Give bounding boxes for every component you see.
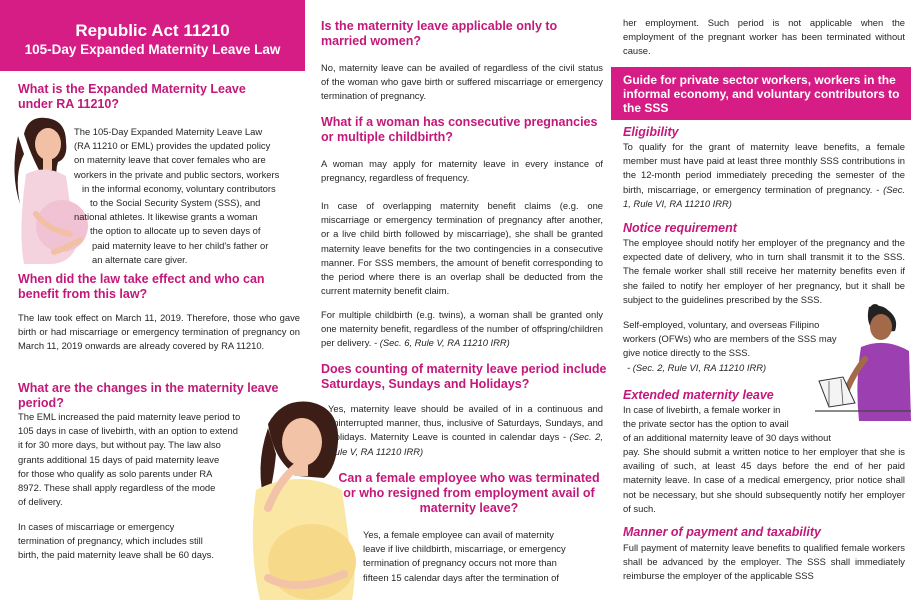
guide-banner: Guide for private sector workers, workers in the informal economy, and voluntary contributors to the SSS <box>611 67 911 120</box>
answer-counting-days: Yes, maternity leave should be availed of in a continuous and uninterrupted manner, thus, inclusive of Saturdays, Sundays, and Holidays. Maternity Leave is counted in calendar days - (Sec. 2, Rule V, RA 11210 IRR) <box>328 403 603 457</box>
column-3 <box>611 0 911 600</box>
question-what-is-eml: What is the Expanded Maternity Leave under RA 11210? <box>18 82 246 111</box>
question-terminated-employee: Can a female employee who was terminated or who resigned from employment avail of maternity leave? <box>338 471 600 515</box>
answer-overlapping-claims: In case of overlapping maternity benefit claims (e.g. one miscarriage or emergency termination of pregnancy after another, or a live child birth followed by miscarriage), she shall be granted maternity leave benefits for the two contingencies in a consecutive manner. For SSS members, the amount of benefit corresponding to the period where there is an overlap shall be deducted from the current maternity benefit claim. <box>321 200 603 297</box>
heading-extended-leave: Extended maternity leave <box>623 388 774 402</box>
column-2 <box>307 0 607 600</box>
heading-eligibility: Eligibility <box>623 125 679 139</box>
answer-multiple-childbirth: For multiple childbirth (e.g. twins), a woman shall be granted only one maternity benefit, regardless of the number of offspring/children per delivery. - (Sec. 6, Rule V, RA 11210 IRR) <box>321 309 603 349</box>
answer-leave-changes: The EML increased the paid maternity leave period to 105 days in case of livebirth, with an option to extend it for 30 more days, but without pay. The law also grants additional 15 days of paid maternity leave for those who qualify as solo parents under RA 8972. These shall apply regardless of the mode of delivery. <box>18 411 241 508</box>
question-consecutive-pregnancies: What if a woman has consecutive pregnancies or multiple childbirth? <box>321 115 598 144</box>
text-extended-leave: pay. She should submit a written notice to her employer that she is availing of such, at least 45 days before the end of her paid maternity leave. In case of a medical emergency, prior notice shall not be necessary, but she should subsequently notify her employer of such. <box>623 446 905 514</box>
question-law-effectivity: When did the law take effect and who can benefit from this law? <box>18 272 265 301</box>
answer-terminated-employee: Yes, a female employee can avail of maternity leave if live childbirth, miscarriage, or emergency termination of pregnancy occurs not more than fifteen 15 calendar days after the termination of <box>363 529 566 583</box>
banner-subtitle: 105-Day Expanded Maternity Leave Law <box>24 42 281 57</box>
text-payment-taxability: Full payment of maternity leave benefits to qualified female workers shall be advanced by the employer. The SSS shall immediately reimburse the employer of the applicable SSS <box>623 542 905 582</box>
text-extended-leave-start: In case of livebirth, a female worker in the private sector has the option to avail of an additional maternity leave of 30 days without <box>623 404 831 444</box>
banner-title: Republic Act 11210 <box>75 21 230 40</box>
question-counting-days: Does counting of maternity leave period include Saturdays, Sundays and Holidays? <box>321 362 607 391</box>
question-leave-changes: What are the changes in the maternity leave period? <box>18 381 279 410</box>
answer-married-women: No, maternity leave can be availed of regardless of the civil status of the woman who gave birth or suffered miscarriage or emergency termination of pregnancy. <box>321 62 603 102</box>
question-married-women: Is the maternity leave applicable only to married women? <box>321 19 558 48</box>
answer-what-is-eml: The 105-Day Expanded Maternity Leave Law (RA 11210 or EML) provides the updated policy on maternity leave that cover females who are workers in the private and public sectors, workers in the informal economy, voluntary contributors to the Social Security System (SSS), and national athletes. It likewise grants a woman the option to allocate up to seven days of paid maternity leave to her child's father or an alternate care giver. <box>74 126 280 265</box>
answer-miscarriage-leave: In cases of miscarriage or emergency termination of pregnancy, which includes still birth, the paid maternity leave shall be 60 days. <box>18 521 214 561</box>
answer-law-effectivity: The law took effect on March 11, 2019. Therefore, those who gave birth or had miscarriage or emergency termination of pregnancy on March 11, 2019 onwards are already covered by RA 11210. <box>18 312 300 352</box>
text-self-employed-notice: Self-employed, voluntary, and overseas Filipino workers (OFWs) who are members of the SSS may give notice directly to the SSS. - (Sec. 2, Rule VI, RA 11210 IRR) <box>623 319 837 373</box>
text-notice-requirement: The employee should notify her employer of the pregnancy and the expected date of delivery, who in turn shall transmit it to the SSS. The female worker shall still receive her maternity benefits even if she failed to notify her employer of her pregnancy, but it shall be subject to the guidelines prescribed by the SSS. <box>623 237 905 305</box>
title-banner <box>0 0 305 71</box>
answer-terminated-continued: her employment. Such period is not applicable when the employment of the pregnant worker has been terminated without cause. <box>623 17 905 57</box>
answer-every-pregnancy: A woman may apply for maternity leave in every instance of pregnancy, regardless of frequency. <box>321 158 603 184</box>
heading-payment-taxability: Manner of payment and taxability <box>623 525 821 539</box>
text-eligibility: To qualify for the grant of maternity leave benefits, a female member must have paid at least three monthly SSS contributions in the 12-month period immediately preceding the semester of the birth, miscarriage, or emergency termination of pregnancy. - (Sec. 1, Rule VI, RA 11210 IRR) <box>623 141 906 209</box>
heading-notice-requirement: Notice requirement <box>623 221 737 235</box>
